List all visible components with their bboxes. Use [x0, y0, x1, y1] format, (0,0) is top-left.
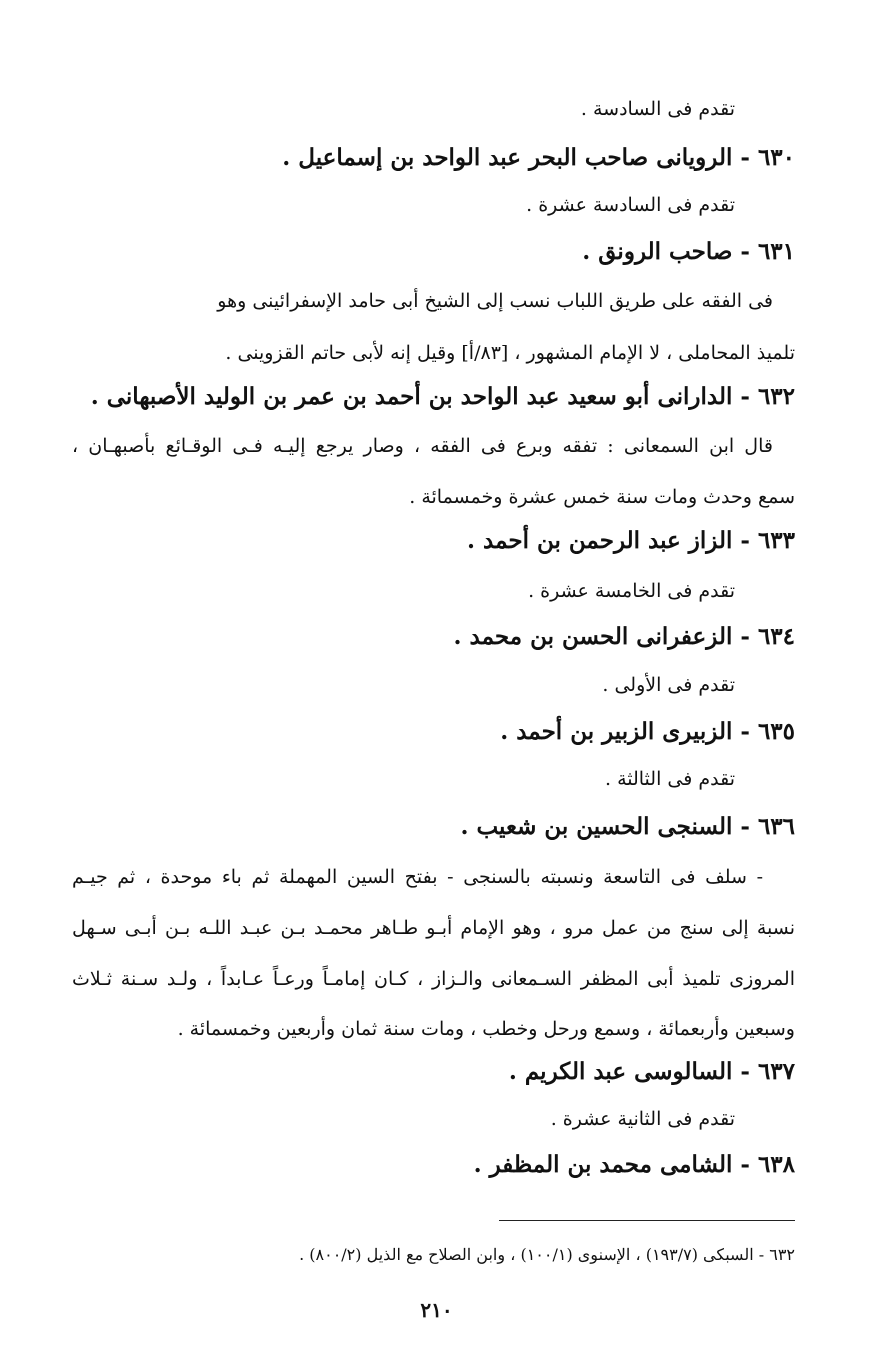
entry-632-heading: ٦٣٢ - الدارانى أبو سعيد عبد الواحد بن أحمد بن عمر بن الوليد الأصبهانى . [90, 383, 795, 410]
entry-636-text-line-4: وسبعين وأربعمائة ، وسمع ورحل وخطب ، ومات سنة ثمان وأربعين وخمسمائة . [177, 1018, 795, 1040]
entry-631-heading: ٦٣١ - صاحب الرونق . [582, 238, 795, 265]
entry-636-heading: ٦٣٦ - السنجى الحسين بن شعيب . [460, 813, 795, 840]
entry-630-note: تقدم فى السادسة عشرة . [526, 194, 735, 216]
entry-634-heading: ٦٣٤ - الزعفرانى الحسن بن محمد . [453, 623, 795, 650]
entry-633-heading: ٦٣٣ - الزاز عبد الرحمن بن أحمد . [467, 527, 795, 554]
footnote: ٦٣٢ - السبكى (١٩٣/٧) ، الإسنوى (١٠٠/١) ، وابن الصلاح مع الذيل (٨٠٠/٢) . [299, 1245, 795, 1264]
entry-631-text-line-1: فى الفقه على طريق اللباب نسب إلى الشيخ أبى حامد الإسفرائينى وهو [217, 290, 773, 312]
footnote-separator [499, 1220, 795, 1221]
entry-635-heading: ٦٣٥ - الزبيرى الزبير بن أحمد . [500, 718, 795, 745]
entry-638-heading: ٦٣٨ - الشامى محمد بن المظفر . [473, 1151, 795, 1178]
page-number: ٢١٠ [420, 1298, 453, 1322]
entry-631-text-line-2: تلميذ المحاملى ، لا الإمام المشهور ، [٨٣/أ] وقيل إنه لأبى حاتم القزوينى . [225, 342, 795, 364]
entry-630-heading: ٦٣٠ - الرويانى صاحب البحر عبد الواحد بن إسماعيل . [282, 144, 795, 171]
entry-629-note: تقدم فى السادسة . [580, 98, 735, 120]
entry-637-heading: ٦٣٧ - السالوسى عبد الكريم . [508, 1058, 795, 1085]
entry-632-text-line-2: سمع وحدث ومات سنة خمس عشرة وخمسمائة . [409, 486, 795, 508]
entry-636-text-line-3: المروزى تلميذ أبى المظفر السـمعانى والـزاز ، كـان إمامـاً ورعـاً عـابداً ، ولـد سـنة ثـلاث [72, 968, 795, 990]
entry-636-text-line-2: نسبة إلى سنج من عمل مرو ، وهو الإمام أبـو طـاهر محمـد بـن عبـد اللـه بـن أبـى سـهل [72, 917, 795, 939]
entry-637-note: تقدم فى الثانية عشرة . [550, 1108, 735, 1130]
entry-634-note: تقدم فى الأولى . [602, 674, 735, 696]
entry-633-note: تقدم فى الخامسة عشرة . [528, 580, 735, 602]
entry-635-note: تقدم فى الثالثة . [604, 768, 735, 790]
entry-636-text-line-1: - سلف فى التاسعة ونسبته بالسنجى - بفتح السين المهملة ثم باء موحدة ، ثم جيـم [72, 866, 763, 888]
entry-632-text-line-1: قال ابن السمعانى : تفقه وبرع فى الفقه ، وصار يرجع إليـه فـى الوقـائع بأصبهـان ، [72, 435, 773, 457]
